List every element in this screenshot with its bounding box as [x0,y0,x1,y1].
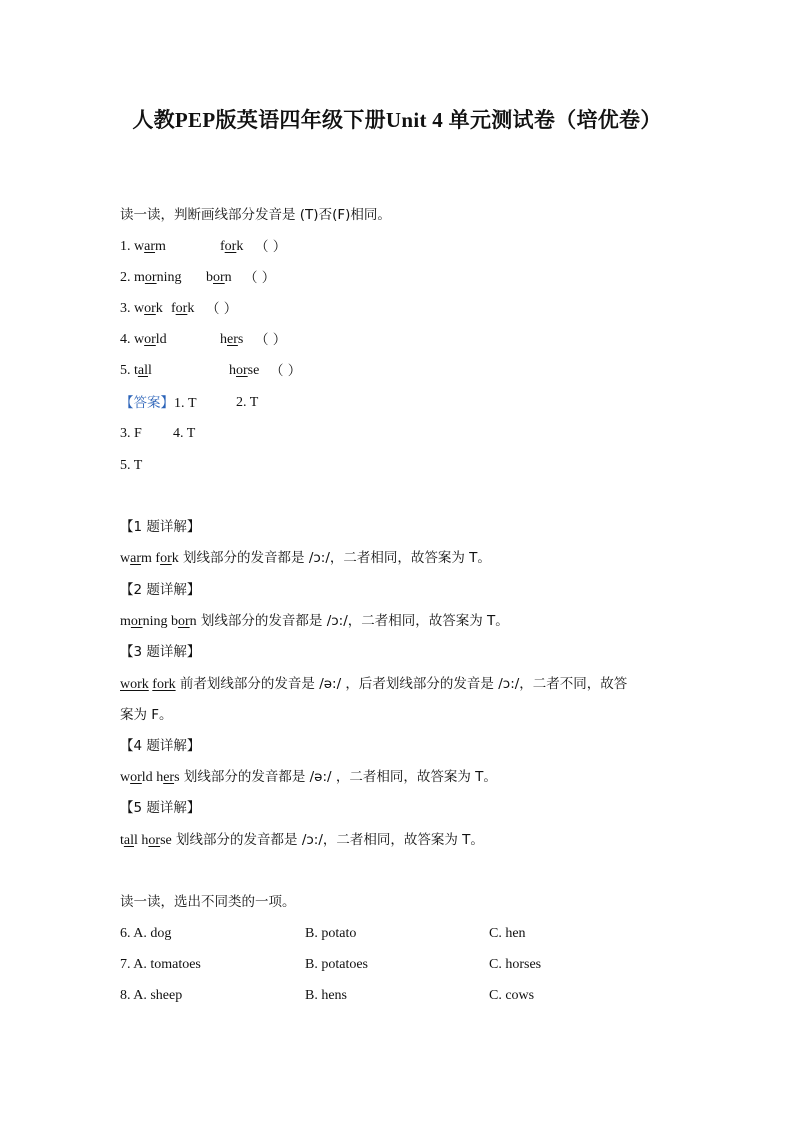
option-c[interactable]: C. hen [489,926,526,941]
answer-blank[interactable]: （ ） [244,270,276,286]
detail-3: work fork 前者划线部分的发音是 /ə:/ ，后者划线部分的发音是 /ɔ:/，二者不同，故答 [120,676,628,692]
answer-blank[interactable]: （ ） [206,301,238,317]
section2-instruction: 读一读，选出不同类的一项。 [120,894,296,910]
question-3: 3. work fork （ ） [120,301,238,317]
answer-line-3: 5. T [120,458,143,473]
option-c[interactable]: C. cows [489,988,535,1003]
answer-blank[interactable]: （ ） [255,332,287,348]
option-a[interactable]: 7. A. tomatoes [120,957,201,972]
option-b[interactable]: B. potato [305,926,357,941]
question-2: 2. morning born （ ） [120,270,276,286]
answer-label: 【答案】 [120,395,174,411]
option-a[interactable]: 8. A. sheep [120,988,183,1003]
answer-line-1: 【答案】1. T 2. T [120,395,259,411]
detail-2: morning born 划线部分的发音都是 /ɔ:/，二者相同，故答案为 T。 [120,613,509,629]
option-b[interactable]: B. hens [305,988,347,1003]
page-title: 人教PEP版英语四年级下册Unit 4 单元测试卷（培优卷） [132,108,662,132]
option-c[interactable]: C. horses [489,957,542,972]
question-5: 5. tall horse （ ） [120,363,302,379]
question-1: 1. warm fork （ ） [120,239,287,255]
section1-instruction: 读一读，判断画线部分发音是 (T)否(F)相同。 [120,207,391,223]
answer-blank[interactable]: （ ） [255,239,287,255]
detail-3-cont: 案为 F。 [120,707,173,723]
detail-4: world hers 划线部分的发音都是 /ə:/ ，二者相同，故答案为 T。 [120,769,497,785]
detail-1-label: 【1 题详解】 [120,519,201,535]
option-a[interactable]: 6. A. dog [120,926,172,941]
detail-4-label: 【4 题详解】 [120,738,201,754]
detail-1: warm fork 划线部分的发音都是 /ɔ:/，二者相同，故答案为 T。 [120,550,491,566]
detail-5: tall horse 划线部分的发音都是 /ɔ:/，二者相同，故答案为 T。 [120,832,484,848]
option-b[interactable]: B. potatoes [305,957,368,972]
answer-blank[interactable]: （ ） [270,363,302,379]
detail-5-label: 【5 题详解】 [120,800,201,816]
answer-line-2: 3. F 4. T [120,426,196,441]
question-4: 4. world hers （ ） [120,332,287,348]
detail-2-label: 【2 题详解】 [120,582,201,598]
detail-3-label: 【3 题详解】 [120,644,201,660]
